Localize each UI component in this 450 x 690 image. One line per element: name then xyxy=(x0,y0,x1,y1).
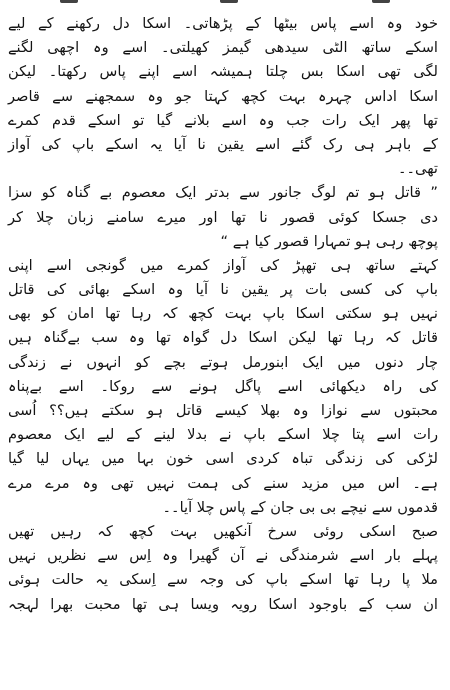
urdu-text-body xyxy=(0,12,450,617)
text-line: ” قاتل ہو تم لوگ جانور سے بدتر ایک معصوم بے گناہ کو سزا xyxy=(8,184,438,202)
text-line: تھی۔۔ xyxy=(397,160,438,178)
text-line: کی راہ دیکھائی اسے پاگل ہونے سے روکا۔ اسے بےپناہ xyxy=(8,377,438,395)
text-line: ہے۔ اس میں مزید سنے کی ہمت نہیں تھی وہ مرے مرے xyxy=(8,474,438,492)
cropped-mark xyxy=(372,0,390,3)
text-line: پہلے بار اسے شرمندگی نے آن گھیرا وہ اِس سے نظریں نہیں xyxy=(8,547,438,565)
text-line: پوچھ رہی ہو تمہارا قصور کیا ہے “ xyxy=(220,232,438,250)
text-line: کہتے ساتھ ہی تھپڑ کی آواز کمرے میں گونجی اسے اپنی xyxy=(8,256,438,274)
text-line: اسکے ساتھ الٹی سیدھی گیمز کھیلتی۔ اسے وہ اچھی لگنے xyxy=(8,39,438,57)
text-line: ملا پا رہا تھا اسکے باپ کی وجہ سے اِسکی یہ حالت ہوئی xyxy=(8,571,438,589)
text-line: ان سب کے باوجود اسکا رویہ ویسا ہی تھا محبت بھرا لہجہ xyxy=(8,595,438,613)
text-line: صبح اسکی روئی سرخ آنکھیں بہت کچھ کہ رہیں تھیں xyxy=(8,522,438,540)
text-line: کے باہر ہی رک گئے اسے یقین نا آیا یہ اسکے باپ کی آواز xyxy=(8,135,438,153)
cropped-mark xyxy=(220,0,238,3)
text-line: محبتوں سے نوازا وہ بھلا کیسے قاتل ہو سکتے ہیں؟؟ اُسی xyxy=(8,402,438,419)
text-line: نہیں ہو سکتی اسکا باپ بہت کچھ کہ رہا تھا امان کو بھی xyxy=(8,305,438,323)
top-cropped-strip xyxy=(0,0,450,6)
text-line: رات اسے پتا چلا اسکے باپ نے بدلا لینے کے لیے ایک معصوم xyxy=(8,426,438,444)
text-line: خود وہ اسے پاس بیٹھا کے پڑھاتی۔ اسکا دل رکھنے کے لیے xyxy=(8,15,438,32)
text-line: دی جسکا کوئی قصور نا تھا اور میرے سامنے زبان چلا کر xyxy=(8,208,438,226)
text-line: باپ کی کسی بات پر یقین نا آیا وہ اسکے بھائی کی قاتل xyxy=(8,281,438,299)
text-line: قاتل کہ رہا تھا لیکن اسکا دل گواہ تھا وہ سب بےگناہ ہیں xyxy=(8,329,438,347)
text-line: لگی تھی اسکا بس چلتا ہمیشہ اسے اپنے پاس رکھتا۔ لیکن xyxy=(8,63,438,81)
text-line: تھا پھر ایک رات جب وہ اسے بلانے گیا تو اسکے قدم کمرے xyxy=(8,111,438,129)
text-line: لڑکی کی زندگی تباہ کردی اسی خون بہا میں یہاں لیا گیا xyxy=(8,450,438,468)
cropped-mark xyxy=(60,0,78,3)
text-line: چار دنوں میں ایک ابنورمل ہوتے بچے کو انہوں نے زندگی xyxy=(8,353,438,371)
text-line: قدموں سے نیچے بی بی جان کے پاس چلا آیا۔۔ xyxy=(162,498,438,516)
text-line: اسکا اداس چہرہ بہت کچھ کہتا جو وہ سمجھنے سے قاصر xyxy=(8,87,438,105)
